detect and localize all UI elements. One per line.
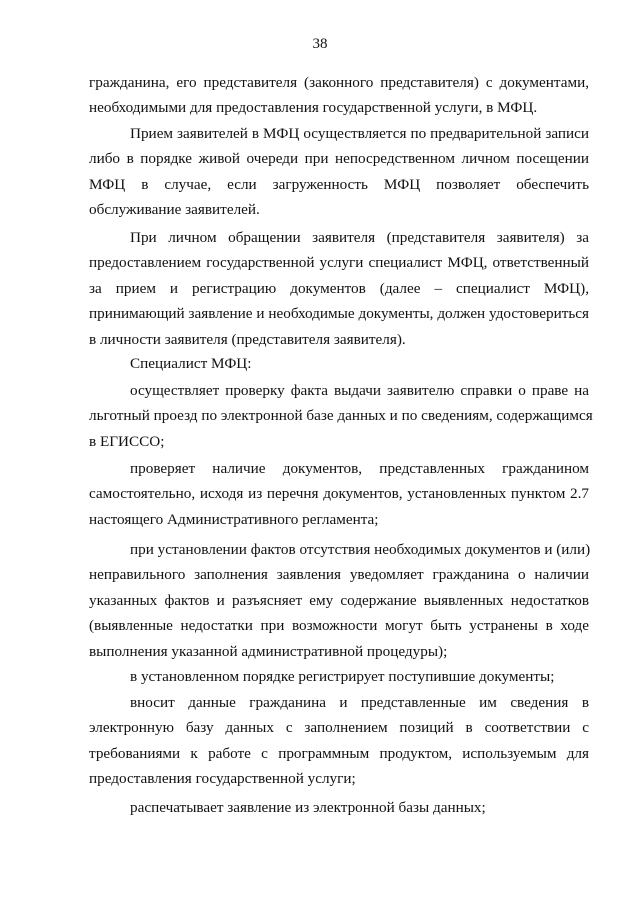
- paragraph-reception-order: [89, 121, 589, 223]
- text-line: либо в порядке живой очереди при непосредственном личном посещении: [89, 150, 589, 168]
- text-line: (выявленные недостатки при возможности могут быть устранены в ходе: [89, 617, 589, 635]
- text-line: вносит данные гражданина и представленные им сведения в: [130, 694, 589, 711]
- text-line: предоставлением государственной услуги специалист МФЦ, ответственный: [89, 254, 589, 272]
- text-line: гражданина, его представителя (законного представителя) с документами,: [89, 74, 589, 91]
- text-line: выполнения указанной административной процедуры);: [89, 642, 448, 660]
- text-line: за прием и регистрацию документов (далее – специалист МФЦ),: [89, 279, 589, 297]
- text-line: указанных фактов и разъясняет ему содержание выявленных недостатков: [89, 591, 589, 609]
- paragraph-specialist-heading: [89, 351, 589, 376]
- text-line: льготный проезд по электронной базе данных и по сведениям, содержащимся: [89, 407, 593, 425]
- text-line: осуществляет проверку факта выдачи заявителю справки о праве на: [130, 382, 589, 399]
- text-line: МФЦ в случае, если загруженность МФЦ позволяет обеспечить: [89, 175, 589, 193]
- paragraph-check-documents: [89, 456, 589, 532]
- text-line: предоставления государственной услуги;: [89, 770, 356, 788]
- text-line: в установленном порядке регистрирует поступившие документы;: [130, 668, 555, 685]
- paragraph-print-application: [89, 795, 589, 820]
- paragraph-missing-documents: [89, 537, 589, 664]
- text-line: При личном обращении заявителя (представителя заявителя) за: [130, 229, 589, 246]
- text-line: Прием заявителей в МФЦ осуществляется по предварительной записи: [130, 125, 589, 142]
- paragraph-personal-appeal: [89, 225, 589, 352]
- paragraph-check-certificate: [89, 378, 593, 454]
- text-line: неправильного заполнения заявления уведомляет гражданина о наличии: [89, 566, 589, 584]
- text-line: настоящего Административного регламента;: [89, 510, 379, 528]
- text-line: при установлении фактов отсутствия необходимых документов и (или): [130, 541, 591, 558]
- text-line: необходимыми для предоставления государственной услуги, в МФЦ.: [89, 99, 538, 117]
- text-line: принимающий заявление и необходимые документы, должен удостовериться: [89, 305, 589, 323]
- paragraph-citizen-documents: [89, 70, 589, 121]
- text-line: в ЕГИССО;: [89, 432, 165, 450]
- text-line: проверяет наличие документов, представленных гражданином: [130, 460, 589, 477]
- text-line: обслуживание заявителей.: [89, 201, 260, 219]
- paragraph-enter-data: [89, 690, 589, 792]
- page-number: 38: [312, 36, 328, 52]
- text-line: требованиями к работе с программным продуктом, используемым для: [89, 744, 589, 762]
- paragraph-register-documents: [89, 664, 589, 689]
- text-line: распечатывает заявление из электронной базы данных;: [130, 799, 486, 816]
- text-line: электронную базу данных с заполнением позиций в соответствии с: [89, 719, 589, 737]
- text-line: в личности заявителя (представителя заявителя).: [89, 330, 406, 348]
- text-line: Специалист МФЦ:: [130, 355, 252, 372]
- text-line: самостоятельно, исходя из перечня документов, установленных пунктом 2.7: [89, 485, 589, 503]
